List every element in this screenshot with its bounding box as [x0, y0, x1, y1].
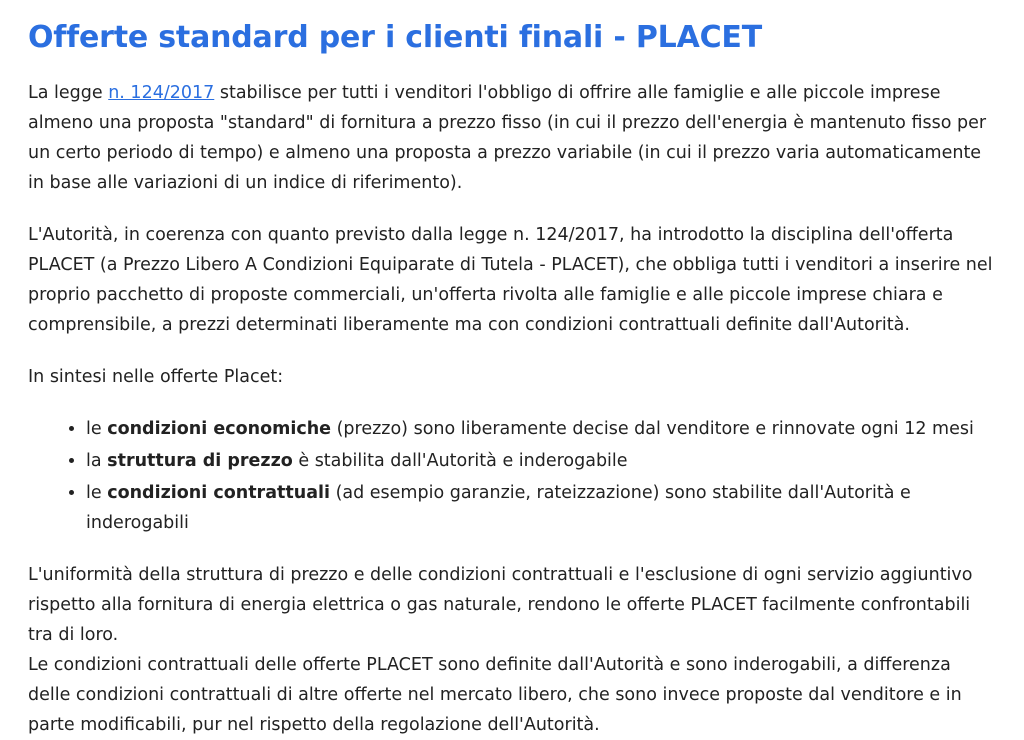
paragraph-contract-conditions: Le condizioni contrattuali delle offerte PLACET sono definite dall'Autorità e sono inderogabili, a differenza delle condizioni contrattuali di altre offerte nel mercato libero, che sono invece proposte dal venditore e in parte modificabili, pur nel rispetto della regolazione dell'Autorità. — [28, 655, 962, 735]
list-item — [86, 478, 994, 538]
list-item-rest: è stabilita dall'Autorità e inderogabile — [292, 451, 628, 471]
list-item-emphasis: struttura di prezzo — [107, 451, 293, 471]
list-item — [86, 446, 994, 476]
placet-features-list — [28, 414, 994, 538]
list-item-rest: (prezzo) sono liberamente decise dal venditore e rinnovate ogni 12 mesi — [331, 419, 974, 439]
list-item — [86, 414, 994, 444]
list-item-emphasis: condizioni economiche — [107, 419, 332, 439]
list-item-emphasis: condizioni contrattuali — [107, 483, 330, 503]
paragraph-summary-lead: In sintesi nelle offerte Placet: — [28, 367, 284, 387]
paragraph-authority: L'Autorità, in coerenza con quanto previsto dalla legge n. 124/2017, ha introdotto la disciplina dell'offerta PLACET (a Prezzo Libero A Condizioni Equiparate di Tutela - PLACET), che obbliga tutti i venditori a inserire nel proprio pacchetto di proposte commerciali, un'offerta rivolta alle famiglie e alle piccole imprese chiara e comprensibile, a prezzi determinati liberamente ma con condizioni contrattuali definite dall'Autorità. — [28, 225, 993, 335]
paragraph-intro-after-link: stabilisce per tutti i venditori l'obbligo di offrire alle famiglie e alle piccole imprese almeno una proposta "standard" di fornitura a prezzo fisso (in cui il prezzo dell'energia è mantenuto fisso per un certo periodo di tempo) e almeno una proposta a prezzo variabile (in cui il prezzo varia automaticamente in base alle variazioni di un indice di riferimento). — [28, 83, 987, 193]
paragraph-intro — [28, 78, 994, 198]
list-item-rest: (ad esempio garanzie, rateizzazione) sono stabilite dall'Autorità e inderogabili — [86, 483, 911, 533]
paragraph-uniformity: L'uniformità della struttura di prezzo e delle condizioni contrattuali e l'esclusione di ogni servizio aggiuntivo rispetto alla fornitura di energia elettrica o gas naturale, rendono le offerte PLACET facilmente confrontabili tra di loro. — [28, 565, 973, 645]
list-item-lead: le — [86, 483, 108, 503]
paragraph-intro-before-link: La legge — [28, 83, 109, 103]
list-item-lead: le — [86, 419, 108, 439]
page-title: Offerte standard per i clienti finali - PLACET — [28, 20, 762, 55]
list-item-lead: la — [86, 451, 108, 471]
law-reference-link[interactable]: n. 124/2017 — [108, 83, 215, 103]
